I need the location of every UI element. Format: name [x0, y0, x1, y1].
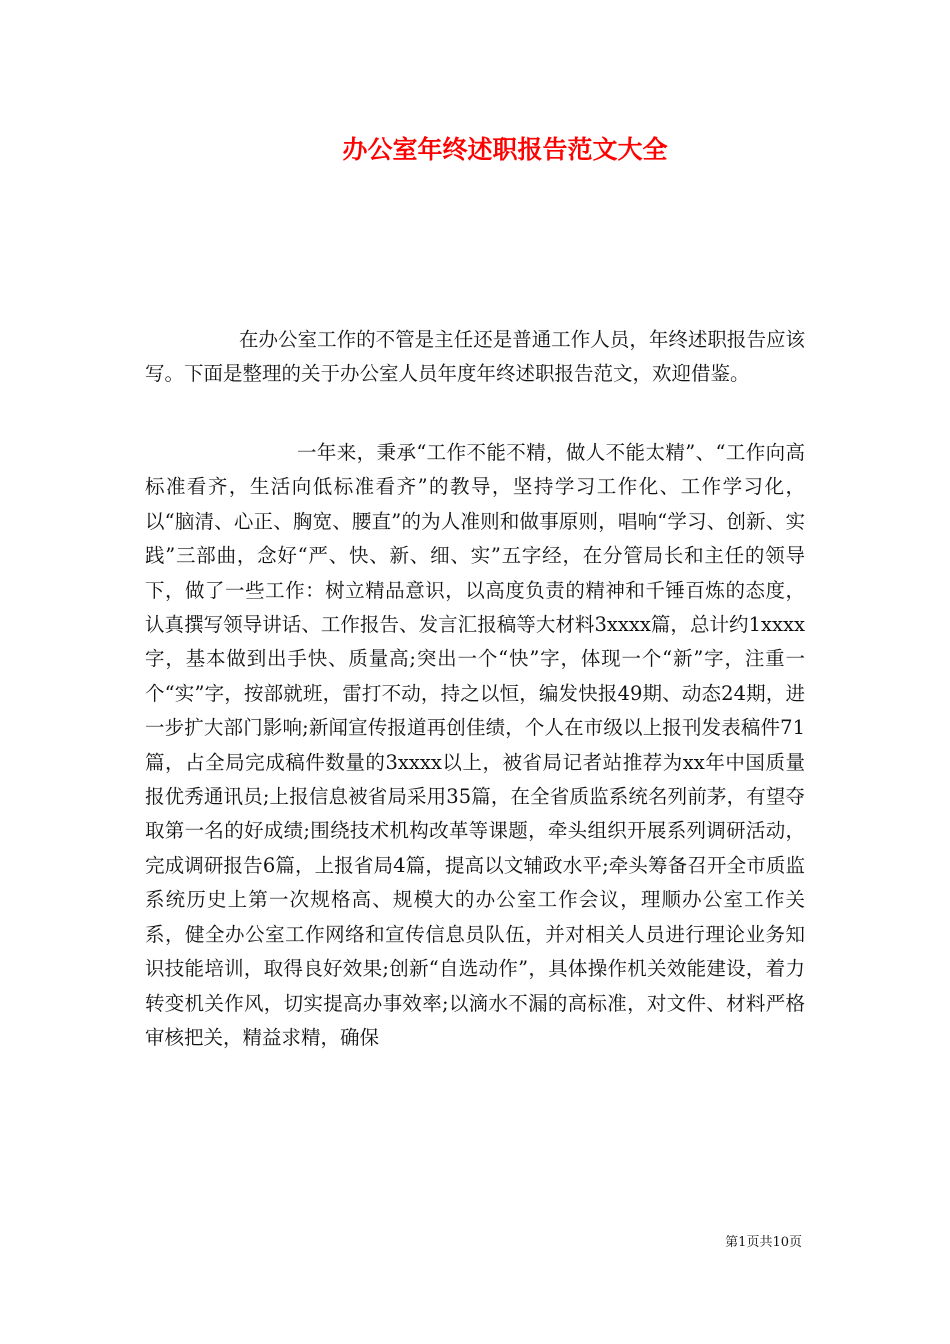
page-number-footer: 第1页共10页 — [725, 1235, 802, 1250]
document-title: 办公室年终述职报告范文大全 — [342, 135, 668, 164]
intro-paragraph: 在办公室工作的不管是主任还是普通工作人员，年终述职报告应该写。下面是整理的关于办公室人员年度年终述职报告范文，欢迎借鉴。 — [145, 328, 805, 386]
body-paragraph: 一年来，秉承“工作不能不精，做人不能太精”、“工作向高标准看齐，生活向低标准看齐”的教导，坚持学习工作化、工作学习化，以“脑清、心正、胸宽、腰直”的为人准则和做事原则，唱响“学习、创新、实践”三部曲，念好“严、快、新、细、实”五字经，在分管局长和主任的领导下，做了一些工作：树立精品意识，以高度负责的精神和千锤百炼的态度，认真撰写领导讲话、工作报告、发言汇报稿等大材料3xxxx篇，总计约1xxxx字，基本做到出手快、质量高;突出一个“快”字，体现一个“新”字，注重一个“实”字，按部就班，雷打不动，持之以恒，编发快报49期、动态24期，进一步扩大部门影响;新闻宣传报道再创佳绩，个人在市级以上报刊发表稿件71篇，占全局完成稿件数量的3xxxx以上，被省局记者站推荐为xx年中国质量报优秀通讯员;上报信息被省局采用35篇，在全省质监系统名列前茅，有望夺取第一名的好成绩;围绕技术机构改革等课题，牵头组织开展系列调研活动，完成调研报告6篇，上报省局4篇，提高以文辅政水平;牵头筹备召开全市质监系统历史上第一次规格高、规模大的办公室工作会议，理顺办公室工作关系，健全办公室工作网络和宣传信息员队伍，并对相关人员进行理论业务知识技能培训，取得良好效果;创新“自选动作”，具体操作机关效能建设，着力转变机关作风，切实提高办事效率;以滴水不漏的高标准，对文件、材料严格审核把关，精益求精，确保 — [145, 441, 805, 1049]
